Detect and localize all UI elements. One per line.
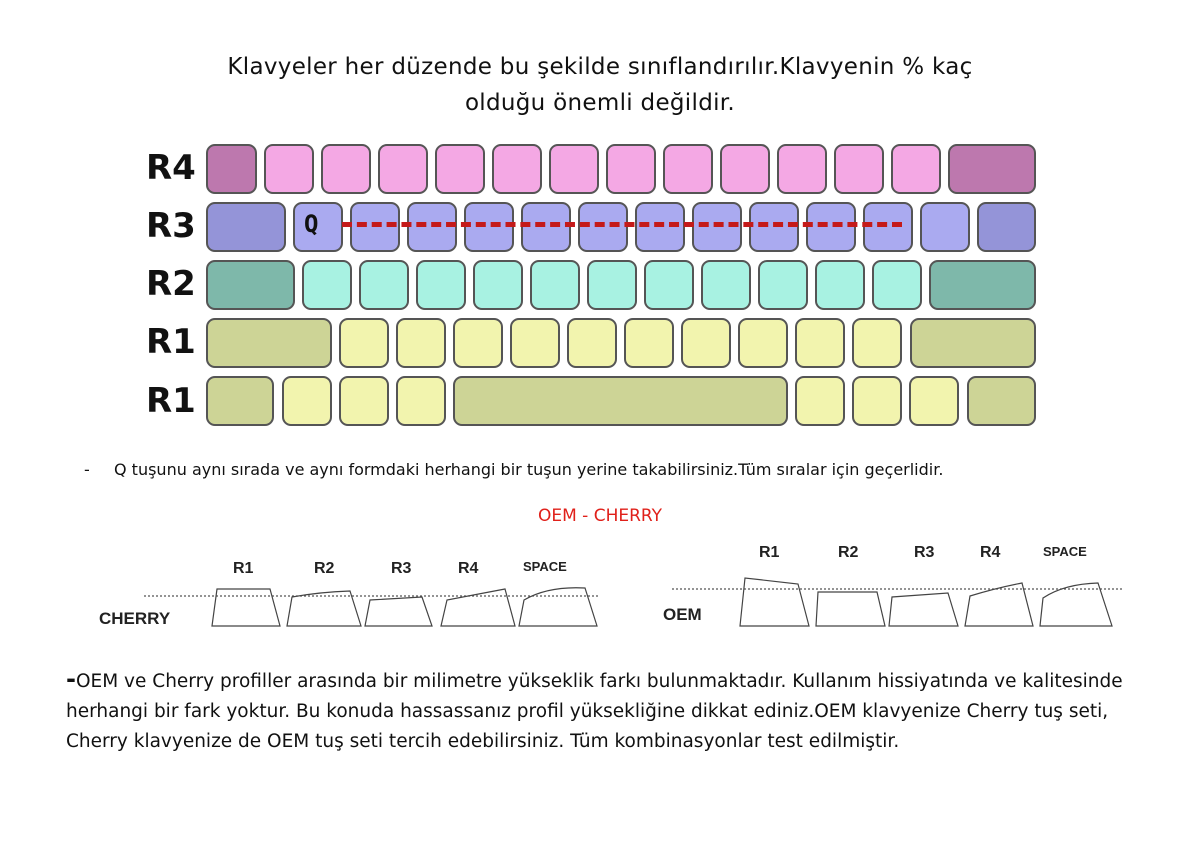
cherry-r4-keycap [441,589,515,626]
cherry-r3-keycap [365,597,432,626]
key-r4 [321,144,371,194]
oem-label: OEM [663,605,702,624]
key-r2 [644,260,694,310]
key-r3 [578,202,628,252]
note-bullet: - [84,460,90,479]
heading-line-1: Klavyeler her düzende bu şekilde sınıflandırılır.Klavyenin % kaç [227,54,973,80]
key-r1-lshift [206,318,332,368]
key-r2 [302,260,352,310]
key-r3 [521,202,571,252]
key-r2-enter [929,260,1036,310]
key-r2 [758,260,808,310]
key-bottom [396,376,446,426]
key-r2 [701,260,751,310]
profile-comparison-diagram [0,540,1200,650]
key-r3 [920,202,970,252]
row-label-r2: R2 [146,264,196,304]
key-bottom [852,376,902,426]
key-r4 [378,144,428,194]
key-r3 [863,202,913,252]
key-r3 [350,202,400,252]
key-r4 [891,144,941,194]
key-r1-rshift [910,318,1036,368]
oem-row-r4: R4 [980,544,1001,561]
paragraph-text: OEM ve Cherry profiller arasında bir milimetre yükseklik farkı bulunmaktadır. Kullanım hissiyatında ve kalitesinde herhangi bir fark yoktur. Bu konuda hassassanız profil yüksekliğine dikkat ediniz.OEM klavyenize Cherry tuş seti, Cherry klavyenize de OEM tuş seti tercih edebilirsiniz. Tüm kombinasyonlar test edilmiştir. [66,671,1123,752]
oem-r1-keycap [740,578,809,626]
cherry-row-space: SPACE [523,559,567,574]
key-r2 [473,260,523,310]
cherry-label: CHERRY [99,609,171,628]
oem-row-space: SPACE [1043,544,1087,559]
cherry-r1-keycap [212,589,280,626]
key-bottom [795,376,845,426]
key-r3 [635,202,685,252]
key-r1 [396,318,446,368]
oem-r2-keycap [816,592,885,626]
key-r1 [795,318,845,368]
key-r4-left-mod [206,144,257,194]
key-bottom-mod [206,376,274,426]
key-bottom [339,376,389,426]
note-text: Q tuşunu aynı sırada ve aynı formdaki herhangi bir tuşun yerine takabilirsiniz.Tüm sıralar için geçerlidir. [114,460,944,479]
q-row-dashed-line [342,222,902,227]
cherry-profile [99,559,600,628]
key-r4 [549,144,599,194]
key-r4 [264,144,314,194]
profile-explanation [66,664,1156,757]
oem-row-r1: R1 [759,544,780,561]
row-label-r1-upper: R1 [146,322,196,362]
key-r2 [416,260,466,310]
key-r1 [852,318,902,368]
key-r3-tab [206,202,286,252]
key-r3 [692,202,742,252]
key-r2 [587,260,637,310]
key-r1 [453,318,503,368]
key-r4 [663,144,713,194]
oem-r4-keycap [965,583,1033,626]
key-r4 [606,144,656,194]
key-r1 [681,318,731,368]
key-r2 [359,260,409,310]
key-r4 [720,144,770,194]
key-r2 [815,260,865,310]
key-r4 [492,144,542,194]
key-r2 [530,260,580,310]
cherry-row-r3: R3 [391,560,412,577]
cherry-row-r1: R1 [233,560,254,577]
paragraph-dash: - [66,665,76,693]
row-label-r1-lower: R1 [146,381,196,421]
heading-line-2: olduğu önemli değildir. [464,90,736,116]
key-bottom-mod [967,376,1036,426]
key-r3 [749,202,799,252]
oem-row-r3: R3 [914,544,935,561]
profile-title: OEM - CHERRY [537,506,663,526]
cherry-row-r2: R2 [314,560,335,577]
key-bottom [909,376,959,426]
key-bottom [282,376,332,426]
row-label-r3: R3 [146,206,196,246]
key-r3 [806,202,856,252]
key-r1 [738,318,788,368]
key-r4 [435,144,485,194]
oem-r3-keycap [889,593,958,626]
cherry-space-keycap [519,588,597,626]
key-r4 [777,144,827,194]
key-spacebar [453,376,788,426]
key-r1 [510,318,560,368]
key-r3-backslash [977,202,1036,252]
key-r4 [834,144,884,194]
oem-profile [663,544,1122,626]
cherry-row-r4: R4 [458,560,479,577]
key-r3 [407,202,457,252]
key-r4-backspace [948,144,1036,194]
key-r3 [464,202,514,252]
row-label-r4: R4 [146,148,196,188]
key-r2-caps [206,260,295,310]
key-r1 [339,318,389,368]
key-q-label: Q [304,210,319,238]
key-r1 [567,318,617,368]
oem-row-r2: R2 [838,544,859,561]
key-r1 [624,318,674,368]
key-r2 [872,260,922,310]
